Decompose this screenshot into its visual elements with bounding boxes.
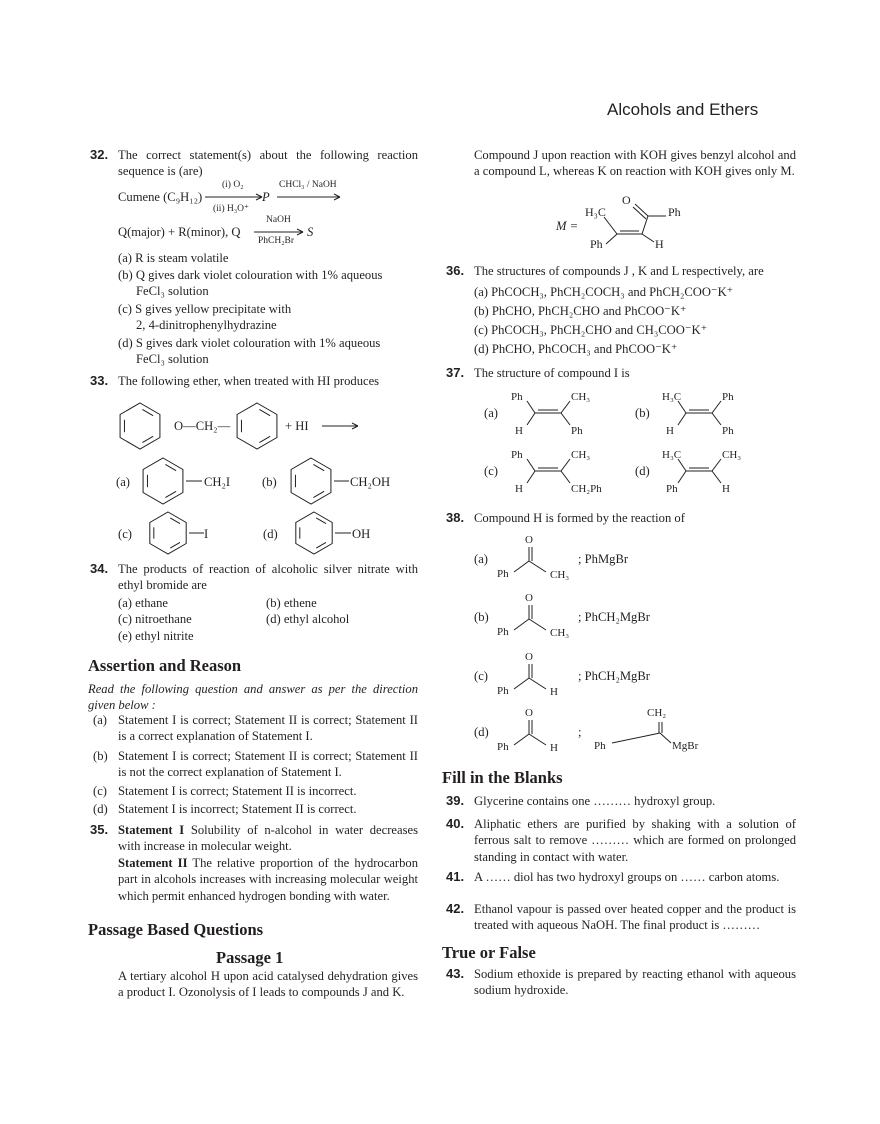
bond-line [606, 234, 617, 244]
option-c: (c) PhCOCH₃, PhCH₂CHO and CH₃COO⁻K⁺ [474, 323, 708, 337]
question-stem: The correct statement(s) about the following reaction sequence is (are) [118, 148, 418, 179]
option-b: (b) Q gives dark violet colouration with 1% aqueous [118, 268, 383, 282]
benzene-ring-icon [291, 458, 331, 504]
reagent-above: (i) O₂ [222, 180, 244, 190]
substituent: H [515, 483, 523, 495]
option-c: (c) nitroethane [118, 612, 192, 626]
substituent: H [666, 425, 674, 437]
option-a: (a) R is steam volatile [118, 251, 229, 265]
option-label: (a) [484, 406, 498, 420]
statement-2-label: Statement II [118, 856, 188, 870]
benzene-ring-icon [120, 403, 160, 449]
bond-line [712, 459, 721, 471]
bond-line [612, 733, 660, 743]
question-number: 39. [446, 793, 465, 808]
option-d: (d) S gives dark violet colouration with 1% aqueous [118, 336, 381, 350]
ring-double-bond [316, 542, 326, 548]
substituent: Ph [497, 741, 509, 753]
option-b: (b) ethene [266, 596, 317, 610]
section-heading: Assertion and Reason [88, 656, 242, 675]
carbonyl-oxygen: O [525, 592, 533, 604]
option-b-substituent: CH₂OH [350, 475, 391, 489]
substituent: CH₃ [550, 569, 570, 581]
option-label: (d) [474, 725, 489, 739]
substituent: H [550, 742, 558, 754]
carbonyl-oxygen: O [525, 651, 533, 663]
bond-line [514, 561, 529, 572]
bond-line [642, 234, 654, 242]
statement-2-text: The relative proportion of the hydrocarbon part in alcohols increases with increasing molecular weight which permit enhanced hydrogen bonding with water. [118, 856, 418, 903]
question-stem: The following ether, when treated with HI produces [118, 374, 380, 388]
question-text: Ethanol vapour is passed over heated copper and the product is treated with aqueous NaOH. The final product is ……… [474, 902, 796, 933]
option-text: Statement I is correct; Statement II is correct; Statement II is not the correct explanation of Statement I. [118, 749, 418, 780]
option-text: Statement I is incorrect; Statement II is correct. [118, 802, 357, 816]
question-stem: The structures of compounds J , K and L respectively, are [474, 264, 764, 278]
bond-line [712, 413, 721, 425]
benzene-ring-icon [237, 403, 277, 449]
running-header: Alcohols and Ethers [607, 100, 759, 119]
option-label: (c) [474, 669, 488, 683]
passage-title: Passage 1 [216, 948, 284, 967]
substituent: H₃C [662, 449, 682, 461]
bond-line [561, 413, 570, 425]
substituent: Ph [511, 449, 523, 461]
statement-1-text: Solubility of n-alcohol in water decreases with increase in molecular weight. [118, 823, 419, 854]
ring-double-bond [259, 409, 270, 415]
ring-double-bond [165, 491, 176, 497]
option-a-substituent: CH₂I [204, 475, 231, 489]
m-h: H [655, 237, 664, 251]
option-label: (a) [474, 552, 488, 566]
question-number: 33. [90, 373, 109, 388]
ring-double-bond [170, 518, 180, 524]
question-stem: The structure of compound I is [474, 366, 630, 380]
option-b-label: (b) [262, 475, 277, 489]
question-stem: The products of reaction of alcoholic silver nitrate with ethyl bromide are [118, 562, 418, 593]
ring-double-bond [142, 436, 153, 442]
bond-line [604, 217, 617, 234]
reagent-above: NaOH [266, 215, 291, 225]
passage-text: A tertiary alcohol H upon acid catalysed dehydration gives a product I. Ozonolysis of I leads to compounds J and K. [118, 969, 418, 1000]
substituent: Ph [722, 391, 734, 403]
reagent: ; PhMgBr [578, 552, 629, 566]
substituent: CH₃ [571, 449, 591, 461]
bond-line [527, 459, 535, 471]
option-a: (a) PhCOCH₃, PhCH₂COCH₃ and PhCH₂COO⁻K⁺ [474, 285, 734, 299]
statement-2 [118, 855, 418, 904]
benzene-ring-icon [143, 458, 183, 504]
option-c-label: (c) [118, 527, 132, 541]
statement-1 [118, 822, 418, 855]
bond-line [514, 678, 529, 689]
option-d-cont: FeCl₃ solution [136, 352, 209, 366]
reagent-below: PhCH₂Br [258, 236, 295, 246]
option-d-substituent: OH [352, 527, 371, 541]
option-c-substituent: I [204, 527, 209, 541]
ring-double-bond [142, 409, 153, 415]
m-h3c: H₃C [585, 205, 606, 219]
carbonyl-oxygen: O [525, 534, 533, 546]
substituent: CH₃ [571, 391, 591, 403]
reagent: ; [578, 725, 582, 739]
option-b-cont: FeCl₃ solution [136, 284, 209, 298]
grignard-ch2: CH₂ [647, 707, 667, 719]
question-number: 38. [446, 510, 465, 525]
substituent: H [515, 425, 523, 437]
reaction-start: Cumene (C₉H₁₂) [118, 190, 203, 204]
substituent: H [550, 686, 558, 698]
substituent: H [722, 483, 730, 495]
statement-1-label: Statement I [118, 823, 185, 837]
option-text: Statement I is correct; Statement II is incorrect. [118, 784, 357, 798]
bond-line [561, 471, 570, 483]
m-ph: Ph [668, 205, 681, 219]
question-number: 35. [90, 822, 109, 837]
option-label: (b) [635, 406, 650, 420]
substituent: Ph [666, 483, 678, 495]
direction-text: Read the following question and answer as per the direction given below : [88, 682, 418, 713]
option-label: (d) [635, 464, 650, 478]
option-label: (c) [484, 464, 498, 478]
bond-line [527, 413, 535, 425]
question-number: 41. [446, 869, 465, 884]
question-number: 32. [90, 147, 109, 162]
ring-double-bond [313, 491, 324, 497]
option-d-label: (d) [263, 527, 278, 541]
ether-link: O—CH₂— [174, 419, 231, 433]
option-d: (d) ethyl alcohol [266, 612, 350, 626]
bond-line [678, 413, 686, 425]
carbonyl-oxygen: O [525, 707, 533, 719]
ring-double-bond [165, 464, 176, 470]
ring-double-bond [313, 464, 324, 470]
option-a: (a) ethane [118, 596, 168, 610]
product-s: S [307, 225, 314, 239]
plus-hi: + HI [285, 419, 309, 433]
substituent: CH₂Ph [571, 483, 602, 495]
option-key: (d) [93, 802, 108, 816]
reagent: ; PhCH₂MgBr [578, 669, 650, 683]
option-c: (c) S gives yellow precipitate with [118, 302, 292, 316]
substituent: Ph [497, 685, 509, 697]
ring-double-bond [316, 518, 326, 524]
question-text: A …… diol has two hydroxyl groups on …… carbon atoms. [474, 870, 780, 884]
bond-line [527, 471, 535, 483]
question-number: 40. [446, 816, 465, 831]
bond-line [514, 734, 529, 745]
substituent: Ph [511, 391, 523, 403]
question-number: 43. [446, 966, 465, 981]
question-number: 37. [446, 365, 465, 380]
bond-line [561, 401, 570, 413]
bond-line [712, 401, 721, 413]
question-number: 42. [446, 901, 465, 916]
benzene-ring-icon [296, 512, 332, 554]
grignard-mgbr: MgBr [672, 740, 699, 752]
passage-text-cont: Compound J upon reaction with KOH gives benzyl alcohol and a compound L, whereas K on reaction with KOH gives only M. [474, 148, 796, 179]
substituent: Ph [571, 425, 583, 437]
m-label: M = [556, 219, 579, 233]
reaction-products: Q(major) + R(minor), Q [118, 225, 241, 239]
bond-line [529, 678, 546, 689]
option-d: (d) PhCHO, PhCOCH₃ and PhCOO⁻K⁺ [474, 342, 678, 356]
question-text: Aliphatic ethers are purified by shaking with a solution of ferrous salt to remove ……… which are formed on prolonged standing in contact with water. [474, 817, 796, 864]
bond-line [678, 471, 686, 483]
question-text: Glycerine contains one ……… hydroxyl group. [474, 794, 716, 808]
bond-line [527, 401, 535, 413]
option-text: Statement I is correct; Statement II is correct; Statement II is a correct explanation of Statement I. [118, 713, 418, 744]
section-heading: Passage Based Questions [88, 920, 264, 939]
substituent: CH₃ [550, 627, 570, 639]
option-key: (c) [93, 784, 107, 798]
bond-line [660, 733, 671, 743]
question-text: Sodium ethoxide is prepared by reacting ethanol with aqueous sodium hydroxide. [474, 967, 796, 998]
substituent: Ph [722, 425, 734, 437]
question-stem: Compound H is formed by the reaction of [474, 511, 685, 525]
bond-line [561, 459, 570, 471]
substituent: Ph [497, 568, 509, 580]
bond-line [529, 734, 546, 745]
bond-line [712, 471, 721, 483]
reagent: ; PhCH₂MgBr [578, 610, 650, 624]
option-label: (b) [474, 610, 489, 624]
question-number: 36. [446, 263, 465, 278]
option-c-cont: 2, 4-dinitrophenylhydrazine [136, 318, 277, 332]
grignard-ph: Ph [594, 740, 606, 752]
option-key: (a) [93, 713, 107, 727]
question-number: 34. [90, 561, 109, 576]
section-heading: True or False [442, 943, 536, 962]
product-p: P [262, 190, 270, 204]
m-ph-lower: Ph [590, 237, 603, 251]
ring-double-bond [259, 436, 270, 442]
substituent: Ph [497, 626, 509, 638]
ring-double-bond [170, 542, 180, 548]
option-b: (b) PhCHO, PhCH₂CHO and PhCOO⁻K⁺ [474, 304, 687, 318]
option-a-label: (a) [116, 475, 130, 489]
bond-line [529, 619, 546, 630]
bond-line [514, 619, 529, 630]
benzene-ring-icon [150, 512, 186, 554]
bond-line [529, 561, 546, 572]
reagent-below: (ii) H₃O⁺ [213, 204, 250, 214]
option-key: (b) [93, 749, 108, 763]
reagent-above: CHCl₃ / NaOH [279, 180, 337, 190]
substituent: H₃C [662, 391, 682, 403]
option-e: (e) ethyl nitrite [118, 629, 194, 643]
m-oxygen: O [622, 193, 631, 207]
substituent: CH₃ [722, 449, 742, 461]
section-heading: Fill in the Blanks [442, 768, 563, 787]
